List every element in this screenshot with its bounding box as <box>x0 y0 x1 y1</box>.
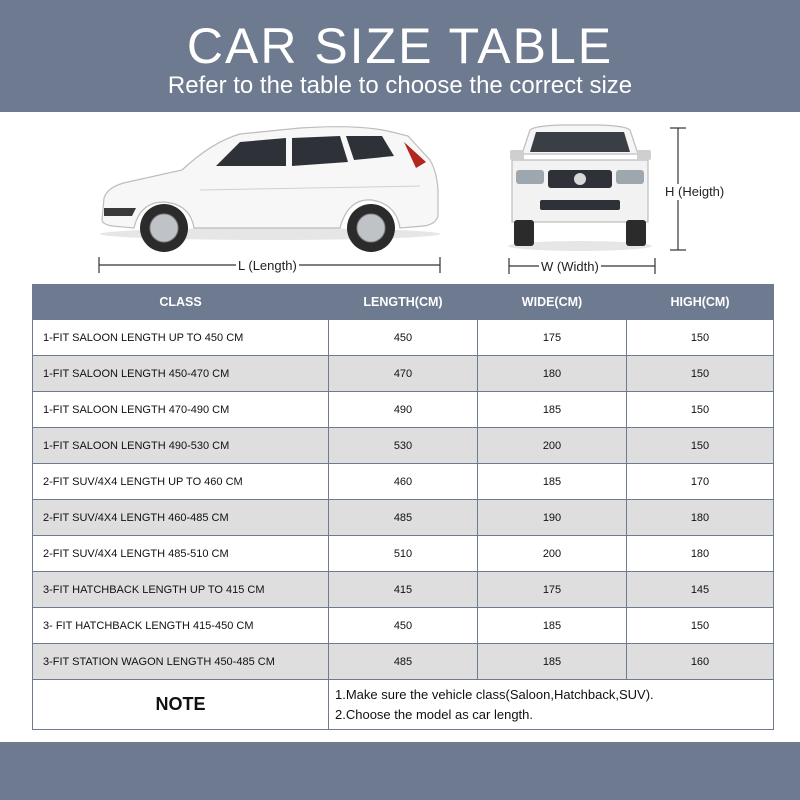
note-row <box>33 680 774 730</box>
wide-cell: 185 <box>478 608 627 644</box>
wide-cell: 175 <box>478 572 627 608</box>
car-illustration <box>0 112 800 284</box>
table-row <box>33 608 774 644</box>
length-cell: 415 <box>329 572 478 608</box>
table-header-row <box>33 285 774 320</box>
high-cell: 150 <box>627 428 774 464</box>
class-cell: 2-FIT SUV/4X4 LENGTH 460-485 CM <box>33 500 329 536</box>
class-cell: 3-FIT STATION WAGON LENGTH 450-485 CM <box>33 644 329 680</box>
class-cell: 1-FIT SALOON LENGTH 470-490 CM <box>33 392 329 428</box>
wide-cell: 200 <box>478 428 627 464</box>
high-cell: 170 <box>627 464 774 500</box>
note-text <box>329 680 774 730</box>
class-cell: 1-FIT SALOON LENGTH 490-530 CM <box>33 428 329 464</box>
class-cell: 3-FIT HATCHBACK LENGTH UP TO 415 CM <box>33 572 329 608</box>
table-row <box>33 500 774 536</box>
car-side-view-image <box>100 127 440 252</box>
class-cell: 1-FIT SALOON LENGTH UP TO 450 CM <box>33 320 329 356</box>
wide-cell: 180 <box>478 356 627 392</box>
wide-cell: 190 <box>478 500 627 536</box>
car-front-view-image <box>508 125 652 251</box>
length-cell: 485 <box>329 644 478 680</box>
column-header-wide: WIDE(CM) <box>478 285 627 320</box>
note-label: NOTE <box>33 680 329 730</box>
page-subtitle: Refer to the table to choose the correct size <box>167 72 633 99</box>
table-row <box>33 572 774 608</box>
wide-cell: 200 <box>478 536 627 572</box>
wide-cell: 185 <box>478 392 627 428</box>
high-cell: 180 <box>627 536 774 572</box>
length-cell: 485 <box>329 500 478 536</box>
high-cell: 160 <box>627 644 774 680</box>
width-label: W (Width) <box>541 259 599 274</box>
page-title: CAR SIZE TABLE <box>186 18 614 74</box>
class-cell: 3- FIT HATCHBACK LENGTH 415-450 CM <box>33 608 329 644</box>
length-cell: 460 <box>329 464 478 500</box>
table-row <box>33 464 774 500</box>
high-cell: 150 <box>627 392 774 428</box>
class-cell: 2-FIT SUV/4X4 LENGTH 485-510 CM <box>33 536 329 572</box>
column-header-high: HIGH(CM) <box>627 285 774 320</box>
length-cell: 450 <box>329 320 478 356</box>
table-row <box>33 392 774 428</box>
header-banner <box>0 0 800 112</box>
high-cell: 150 <box>627 608 774 644</box>
footer-banner <box>0 742 800 800</box>
class-cell: 1-FIT SALOON LENGTH 450-470 CM <box>33 356 329 392</box>
height-label: H (Heigth) <box>665 184 725 199</box>
wide-cell: 175 <box>478 320 627 356</box>
table-row <box>33 320 774 356</box>
high-cell: 145 <box>627 572 774 608</box>
column-header-length: LENGTH(CM) <box>329 285 478 320</box>
car-size-table <box>32 284 774 730</box>
length-cell: 450 <box>329 608 478 644</box>
class-cell: 2-FIT SUV/4X4 LENGTH UP TO 460 CM <box>33 464 329 500</box>
length-cell: 530 <box>329 428 478 464</box>
length-cell: 470 <box>329 356 478 392</box>
length-cell: 490 <box>329 392 478 428</box>
column-header-class: CLASS <box>33 285 329 320</box>
wide-cell: 185 <box>478 464 627 500</box>
high-cell: 150 <box>627 320 774 356</box>
high-cell: 180 <box>627 500 774 536</box>
high-cell: 150 <box>627 356 774 392</box>
length-label: L (Length) <box>238 258 297 273</box>
table-row <box>33 536 774 572</box>
note-line-1: 1.Make sure the vehicle class(Saloon,Hatchback,SUV). <box>335 686 654 702</box>
note-line-2: 2.Choose the model as car length. <box>335 706 534 722</box>
table-row <box>33 644 774 680</box>
table-row <box>33 356 774 392</box>
wide-cell: 185 <box>478 644 627 680</box>
length-cell: 510 <box>329 536 478 572</box>
table-row <box>33 428 774 464</box>
